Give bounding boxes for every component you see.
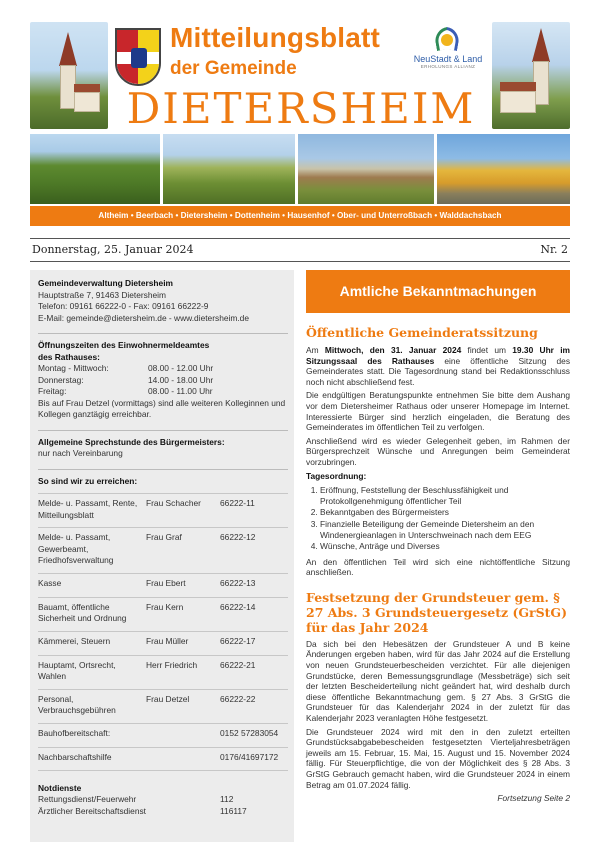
admin-phone: Telefon: 09161 66222-0 - Fax: 09161 66222-9 <box>38 301 209 311</box>
hours-row <box>38 386 288 398</box>
info-sidebar <box>30 270 294 842</box>
contact-phone: 66222-17 <box>220 635 256 646</box>
contact-person: Frau Ebert <box>146 577 186 588</box>
contact-row <box>38 527 288 573</box>
article-paragraph: Die endgültigen Beratungspunkte entnehmen Sie bitte dem Aushang vor dem Dietersheimer Rathaus oder unserer Homepage im Internet. Interessierte Bürger sind herzlich eingeladen, die Beratung des Gemeinderates im öffentlichen Teil zu verfolgen. <box>306 390 570 433</box>
coat-of-arms <box>115 28 161 86</box>
meeting-time-place: 19.30 Uhr im Sitzungssaal des Rathauses <box>306 345 571 366</box>
announcements-column <box>306 270 570 804</box>
emergency-heading: Notdienste <box>38 782 82 793</box>
article-title: Öffentliche Gemeinderatssitzung <box>306 325 538 340</box>
section-banner: Amtliche Bekanntmachungen <box>306 270 570 313</box>
divider <box>38 430 288 431</box>
opening-hours <box>38 340 288 421</box>
contact-dept: Bauhofbereitschaft: <box>38 727 111 738</box>
admin-name: Gemeindeverwaltung Dietersheim <box>38 278 173 288</box>
town-hall-photo <box>437 134 570 204</box>
church-photo-left <box>30 22 108 129</box>
issue-number: Nr. 2 <box>540 243 568 256</box>
contact-person: Frau Graf <box>146 532 182 542</box>
contact-dept: Melde- u. Passamt, Gewerbeamt, Friedhofsverwaltung <box>38 532 114 565</box>
divider <box>38 469 288 470</box>
contact-row <box>38 747 288 771</box>
contact-phone: 66222-12 <box>220 532 256 542</box>
village-houses-photo <box>298 134 434 204</box>
contact-phone: 66222-22 <box>220 693 256 704</box>
text-run: Am <box>306 345 325 355</box>
contact-dept: Bauamt, öffentliche Sicherheit und Ordnung <box>38 601 127 623</box>
contact-person: Frau Detzel <box>146 693 190 704</box>
contact-person: Frau Müller <box>146 635 189 646</box>
article-paragraph: Da sich bei den Hebesätzen der Grundsteuer A und B keine Änderungen ergeben haben, wird für das Jahr 2024 auf die Erstellung von neuen Grundsteuerbescheiden verzichtet. Für alle diejenigen Grundstücke, deren Bemessungsgrundlage (Messbeträge) sich seit der letzten Bescheiderteilung nicht geändert hat, wird deshalb durch diese öffentliche Bekanntmachung gem. § 27 Abs. 3 GrStG die Grundsteuer für das Kalenderjahr 2024 in der zuletzt für das Kalenderjahr 2023 veranlagten Höhe festgesetzt. <box>306 638 570 724</box>
contact-phone: 0152 57283054 <box>220 727 279 738</box>
tourism-brand-logo <box>413 26 483 82</box>
emergency-phone: 112 <box>220 794 234 804</box>
contact-phone: 66222-21 <box>220 659 256 670</box>
article-title: Festsetzung der Grundsteuer gem. § 27 Abs. 3 Grundsteuergesetz (GrStG) für das Jahr 2024 <box>306 589 568 635</box>
brand-subline: ERHOLUNGS ALLIANZ <box>420 64 476 69</box>
hours-time: 08.00 - 12.00 Uhr <box>148 363 214 373</box>
emergency-row <box>38 794 288 806</box>
agenda-item: 1. Eröffnung, Feststellung der Beschlussfähigkeit und Protokollgenehmigung öffentlicher Teil <box>320 485 570 506</box>
hours-day: Montag - Mittwoch: <box>38 363 109 373</box>
continued-note: Fortsetzung Seite 2 <box>497 793 570 804</box>
hours-note: Bis auf Frau Detzel (vormittags) sind alle weiteren Kolleginnen und Kollegen ganztägig erreichbar. <box>38 397 286 419</box>
agenda-item: 4. Wünsche, Anträge und Diverses <box>320 541 570 552</box>
reach-heading: So sind wir zu erreichen: <box>38 475 138 486</box>
hours-row <box>38 375 288 387</box>
divider <box>38 333 288 334</box>
hours-heading: Öffnungszeiten des Einwohnermeldeamtes <box>38 340 210 350</box>
contact-dept: Kasse <box>38 577 62 588</box>
article-paragraph: Die Grundsteuer 2024 wird mit den in den zuletzt erteilten Grundstücksabgabebescheiden festgesetzten Vierteljahresbeträgen jeweils am 15. Februar, 15. Mai, 15. August und 15. November 2024 fällig. Für Steuerpflichtige, die von der Möglichkeit des § 28 Abs. 3 GrStG Gebrauch gemacht haben, wird die Grundsteuer 2024 in einem Betrag am 01.07.2024 fällig. <box>306 726 570 790</box>
contact-row <box>38 689 288 723</box>
contact-dept: Personal, Verbrauchsgebühren <box>38 693 116 715</box>
text-run: eine öffentliche Sitzung des Gemeinderates statt. Die Tagesordnung stand bei Redaktionsschluss noch nicht abschließend fest. <box>306 355 571 387</box>
contact-dept: Hauptamt, Ortsrecht, Wahlen <box>38 659 116 681</box>
contact-row <box>38 493 288 527</box>
agenda-item: 3. Finanzielle Beteiligung der Gemeinde Dietersheim an den Windenergieanlagen in Unterschweinach nach dem EEG <box>320 519 570 540</box>
masthead-subtitle: der Gemeinde <box>170 58 297 79</box>
emergency-name: Ärztlicher Bereitschaftsdienst <box>38 805 146 816</box>
contact-row <box>38 655 288 689</box>
masthead-title: Mitteilungsblatt <box>170 22 381 53</box>
villages-bar: Altheim • Beerbach • Dietersheim • Dottenheim • Hausenhof • Ober- und Unterroßbach • Walddachsbach <box>30 206 570 226</box>
contact-phone: 66222-11 <box>220 498 255 508</box>
hours-day: Freitag: <box>38 386 67 396</box>
contact-person: Herr Friedrich <box>146 659 198 670</box>
contact-phone: 66222-14 <box>220 601 256 612</box>
brand-logo-icon <box>431 26 465 52</box>
contact-person: Frau Schacher <box>146 498 201 508</box>
emergency-services <box>38 783 288 818</box>
issue-dateline <box>30 238 570 262</box>
hours-time: 14.00 - 18.00 Uhr <box>148 374 214 385</box>
agenda-heading-text: Tagesordnung: <box>306 470 367 481</box>
mayor-heading: Allgemeine Sprechstunde des Bürgermeisters: <box>38 436 225 447</box>
agenda-item: 2. Bekanntgaben des Bürgermeisters <box>320 507 570 518</box>
admin-email[interactable]: E-Mail: gemeinde@dietersheim.de - www.dietersheim.de <box>38 312 249 323</box>
hours-row <box>38 363 288 375</box>
admin-address: Hauptstraße 7, 91463 Dietersheim <box>38 289 167 300</box>
village-view-photo <box>163 134 295 204</box>
mayor-text: nur nach Vereinbarung <box>38 448 123 458</box>
contact-row <box>38 723 288 747</box>
hours-day: Donnerstag: <box>38 374 84 385</box>
agenda-heading <box>306 471 570 482</box>
contact-dept: Kämmerei, Steuern <box>38 635 111 646</box>
contact-phone: 0176/41697172 <box>220 751 279 762</box>
emergency-phone: 116117 <box>220 805 247 816</box>
church-photo-right <box>492 22 570 129</box>
meeting-date: Mittwoch, den 31. Januar 2024 <box>324 345 462 355</box>
article-paragraph <box>306 345 570 387</box>
contact-row <box>38 597 288 631</box>
vineyard-photo <box>30 134 160 204</box>
brand-name: NeuStadt & Land <box>413 54 483 64</box>
hours-heading-2: des Rathauses: <box>38 351 100 362</box>
hours-time: 08.00 - 11.00 Uhr <box>148 386 213 396</box>
photo-strip <box>30 134 570 204</box>
article-paragraph: An den öffentlichen Teil wird sich eine nichtöffentliche Sitzung anschließen. <box>306 556 570 578</box>
text-run: findet um <box>461 345 513 355</box>
contact-phone: 66222-13 <box>220 577 256 588</box>
contact-dept: Melde- u. Passamt, Rente, Mitteilungsblatt <box>38 498 138 520</box>
admin-contact <box>38 278 288 324</box>
contact-table <box>38 493 288 771</box>
municipality-name: DIETERSHEIM <box>126 84 476 133</box>
issue-date: Donnerstag, 25. Januar 2024 <box>32 243 194 256</box>
emergency-name: Rettungsdienst/Feuerwehr <box>38 794 137 804</box>
masthead <box>30 22 570 232</box>
contact-dept: Nachbarschaftshilfe <box>38 751 112 762</box>
agenda-list <box>306 485 570 552</box>
contact-row <box>38 631 288 655</box>
contact-row <box>38 573 288 597</box>
contact-person: Frau Kern <box>146 601 184 612</box>
emergency-row <box>38 806 288 818</box>
article-paragraph: Anschließend wird es wieder Gelegenheit geben, im Rahmen der Bürgersprechzeit Wünsche und Anregungen beim Gemeinderat vorzubringen. <box>306 435 570 467</box>
mayor-office-hours <box>38 437 288 460</box>
